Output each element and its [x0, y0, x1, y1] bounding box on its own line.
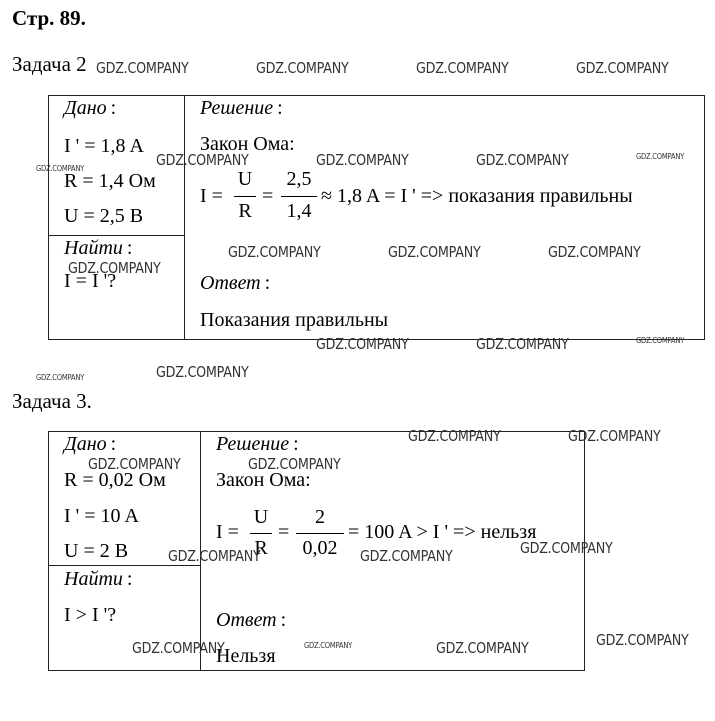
answer-label: Ответ: [200, 272, 261, 294]
formula-result: ≈ 1,8 A = I ' => показания правильны: [321, 185, 633, 207]
fraction-numerator: U: [253, 506, 269, 528]
page-title: Стр. 89.: [12, 6, 86, 30]
given-label: Дано: [64, 97, 107, 119]
fraction-values: [281, 168, 317, 228]
watermark-text: GDZ.COMPANY: [636, 152, 685, 161]
fraction-bar: [281, 196, 317, 197]
fraction-denominator: 1,4: [286, 200, 312, 222]
watermark-text: GDZ.COMPANY: [248, 455, 341, 473]
watermark-text: GDZ.COMPANY: [304, 641, 353, 650]
task-3-given-resistance: R = 0,02 Ом: [64, 469, 166, 491]
formula-equals: =: [262, 185, 274, 207]
solution-label: Решение: [216, 433, 290, 455]
watermark-text: GDZ.COMPANY: [156, 363, 249, 381]
formula-lhs: I =: [216, 521, 239, 543]
fraction-numerator: 2,5: [286, 168, 312, 190]
watermark-text: GDZ.COMPANY: [228, 243, 321, 261]
watermark-text: GDZ.COMPANY: [548, 243, 641, 261]
task-3-given-voltage: U = 2 B: [64, 540, 129, 562]
task-2-column-divider: [184, 95, 185, 339]
watermark-text: GDZ.COMPANY: [388, 243, 481, 261]
watermark-text: GDZ.COMPANY: [36, 164, 85, 173]
watermark-text: GDZ.COMPANY: [476, 151, 569, 169]
fraction-bar: [234, 196, 256, 197]
fraction-denominator: R: [238, 200, 252, 222]
task-2-answer: Показания правильны: [200, 309, 389, 331]
watermark-text: GDZ.COMPANY: [256, 59, 349, 77]
task-3-answer-heading: Ответ :: [216, 609, 287, 631]
task-2-law: Закон Ома:: [200, 133, 295, 155]
watermark-text: GDZ.COMPANY: [88, 455, 181, 473]
task-3-given-current: I ' = 10 A: [64, 505, 139, 527]
task-3-solution-heading: Решение :: [216, 433, 299, 455]
task-3-find-heading: Найти :: [64, 568, 133, 590]
formula-lhs: I =: [200, 185, 223, 207]
watermark-text: GDZ.COMPANY: [636, 336, 685, 345]
task-2-given-voltage: U = 2,5 B: [64, 205, 144, 227]
watermark-text: GDZ.COMPANY: [408, 427, 501, 445]
watermark-text: GDZ.COMPANY: [168, 547, 261, 565]
watermark-text: GDZ.COMPANY: [68, 259, 161, 277]
watermark-text: GDZ.COMPANY: [96, 59, 189, 77]
fraction-numerator: U: [237, 168, 253, 190]
task-3-law: Закон Ома:: [216, 469, 311, 491]
watermark-text: GDZ.COMPANY: [576, 59, 669, 77]
watermark-text: GDZ.COMPANY: [360, 547, 453, 565]
answer-label: Ответ: [216, 609, 277, 631]
task-2-find-heading: Найти :: [64, 237, 133, 259]
fraction-denominator: R: [254, 537, 268, 559]
task-2-solution-heading: Решение :: [200, 97, 283, 119]
task-2-given-heading: Дано :: [64, 97, 117, 119]
watermark-text: GDZ.COMPANY: [156, 151, 249, 169]
solution-label: Решение: [200, 97, 274, 119]
task-2-row-divider: [48, 235, 185, 236]
watermark-text: GDZ.COMPANY: [596, 631, 689, 649]
task-2-table-border: [48, 95, 705, 340]
task-2-given-resistance: R = 1,4 Ом: [64, 170, 156, 192]
watermark-text: GDZ.COMPANY: [36, 373, 85, 382]
given-label: Дано: [64, 433, 107, 455]
watermark-text: GDZ.COMPANY: [416, 59, 509, 77]
formula-equals: =: [278, 521, 290, 543]
find-label: Найти: [64, 568, 123, 590]
watermark-text: GDZ.COMPANY: [316, 151, 409, 169]
watermark-text: GDZ.COMPANY: [132, 639, 225, 657]
watermark-text: GDZ.COMPANY: [316, 335, 409, 353]
fraction-values: [296, 506, 344, 566]
task-3-answer: Нельзя: [216, 645, 276, 667]
task-2-answer-heading: Ответ :: [200, 272, 271, 294]
task-3-find-question: I > I '?: [64, 604, 117, 626]
watermark-text: GDZ.COMPANY: [568, 427, 661, 445]
find-label: Найти: [64, 237, 123, 259]
watermark-text: GDZ.COMPANY: [476, 335, 569, 353]
fraction-bar: [250, 533, 272, 534]
watermark-text: GDZ.COMPANY: [520, 539, 613, 557]
fraction-denominator: 0,02: [302, 537, 338, 559]
watermark-text: GDZ.COMPANY: [436, 639, 529, 657]
task-3-given-heading: Дано :: [64, 433, 117, 455]
fraction-bar: [296, 533, 344, 534]
task-2-find-question: I = I '?: [64, 270, 117, 292]
formula-result: = 100 A > I ' => нельзя: [348, 521, 537, 543]
task-2-title: Задача 2: [12, 52, 87, 76]
task-3-title: Задача 3.: [12, 389, 92, 413]
task-3-row-divider: [48, 565, 201, 566]
task-2-given-current: I ' = 1,8 A: [64, 135, 144, 157]
fraction-u-over-r: [234, 168, 256, 228]
fraction-numerator: 2: [315, 506, 325, 528]
